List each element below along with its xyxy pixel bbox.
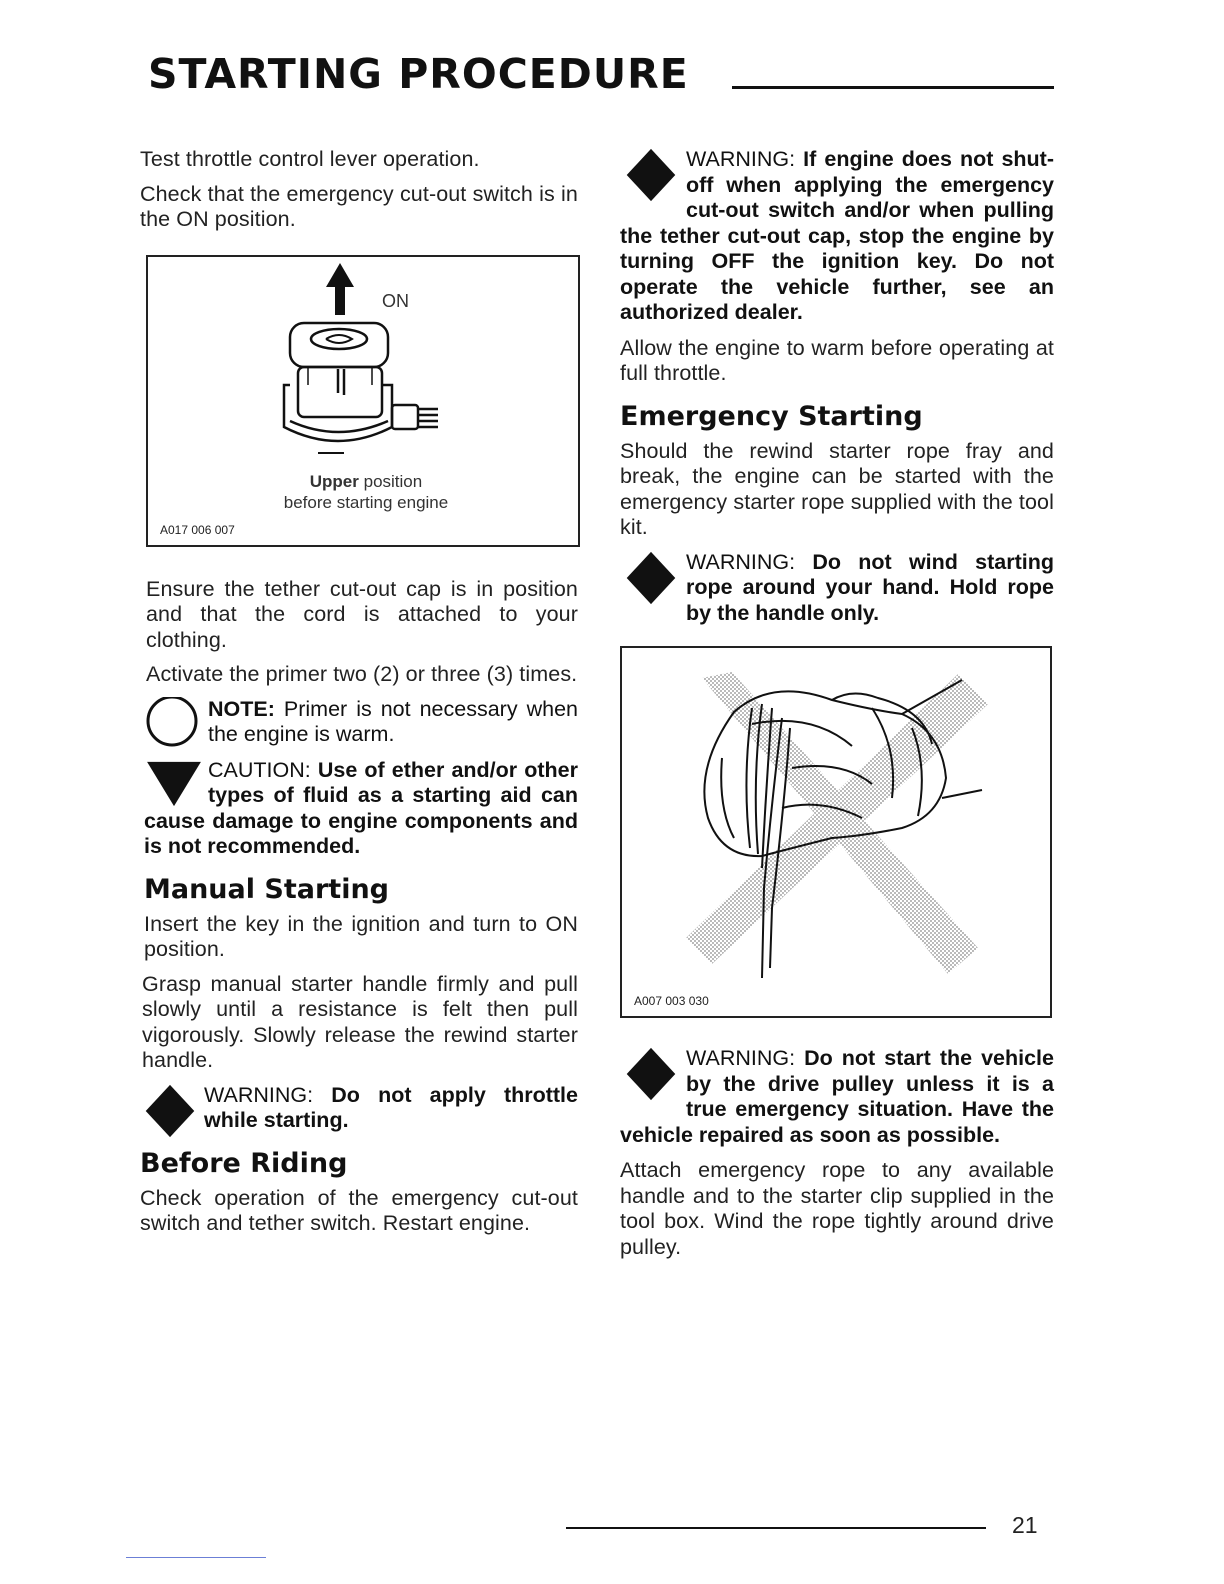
arrow-up-icon: [326, 263, 354, 315]
paragraph-throttle-test: Test throttle control lever operation.: [140, 147, 480, 171]
figure-caption: [154, 471, 578, 513]
figure-code: A007 003 030: [634, 994, 709, 1008]
paragraph-cutout-switch: Check that the emergency cut-out switch is in the ON position.: [140, 181, 578, 231]
warning-rope-block: [620, 550, 1054, 627]
paragraph-grasp-handle: Grasp manual starter handle firmly and pull slowly until a resistance is felt then pull vigorously. Slowly release the rewind starter handle.: [142, 971, 578, 1072]
caution-text: Use of ether and/or other types of fluid as a starting aid can cause damage to engine components and is not recommended.: [144, 757, 578, 858]
paragraph-check-operation: Check operation of the emergency cut-out switch and tether switch. Restart engine.: [140, 1185, 578, 1235]
paragraph-attach-rope: Attach emergency rope to any available handle and to the starter clip supplied in the tool box. Wind the rope tightly around drive pulley.: [620, 1158, 1054, 1259]
warning-diamond-icon: [140, 1083, 200, 1139]
warning-throttle-block: [140, 1083, 578, 1134]
paragraph-primer: Activate the primer two (2) or three (3) times.: [146, 662, 578, 686]
paragraph-tether-cap: Ensure the tether cut-out cap is in position and that the cord is attached to your clothing.: [146, 576, 578, 652]
warning-shutoff-block: [620, 147, 1054, 326]
hand-rope-illustration: [622, 648, 1050, 1016]
warning-diamond-icon: [620, 550, 682, 606]
heading-emergency-starting: Emergency Starting: [620, 400, 923, 432]
warning-label: WARNING:: [204, 1082, 314, 1107]
note-block: [144, 697, 578, 748]
corner-rule: [126, 1557, 266, 1558]
warning-text: Do not wind starting rope around your hand. Hold rope by the handle only.: [686, 549, 1055, 625]
left-column: [140, 147, 578, 1246]
caution-triangle-icon: [144, 758, 204, 808]
caption-line2: before starting engine: [283, 492, 449, 512]
heading-manual-starting: Manual Starting: [144, 873, 390, 905]
caption-bold: Upper: [309, 471, 359, 491]
page-title: STARTING PROCEDURE: [148, 50, 689, 98]
note-label: NOTE:: [208, 696, 275, 721]
heading-before-riding: Before Riding: [140, 1147, 348, 1179]
paragraph-warm-engine: Allow the engine to warm before operating at full throttle.: [620, 335, 1054, 385]
caution-label: CAUTION:: [208, 757, 311, 782]
footer-rule: [566, 1527, 986, 1529]
figure-hand-rope: [620, 646, 1052, 1018]
warning-label: WARNING:: [686, 147, 796, 171]
figure-switch-on: [146, 255, 580, 547]
warning-label: WARNING:: [686, 1046, 796, 1070]
note-circle-icon: [144, 697, 204, 747]
warning-text: Do not apply throttle while starting.: [204, 1082, 578, 1132]
right-column: [620, 147, 1054, 1269]
warning-text: Do not start the vehicle by the drive pulley unless it is a true emergency situation. Have the vehicle repaired as soon as possible.: [620, 1046, 1054, 1147]
warning-text: If engine does not shut-off when applying the emergency cut-out switch and/or when pulling the tether cut-out cap, stop the engine by turning OFF the ignition key. Do not operate the vehicle further, see an authorized dealer.: [620, 147, 1054, 324]
warning-drive-pulley-block: [620, 1046, 1054, 1148]
on-label: ON: [382, 290, 409, 311]
warning-diamond-icon: [620, 1046, 682, 1102]
caption-rest: position: [363, 471, 423, 491]
title-rule: [732, 86, 1054, 89]
page-number: 21: [1012, 1512, 1038, 1538]
figure-code: A017 006 007: [160, 522, 235, 537]
caution-block: [144, 758, 578, 860]
warning-diamond-icon: [620, 147, 682, 203]
paragraph-insert-key: Insert the key in the ignition and turn to ON position.: [144, 911, 578, 961]
paragraph-rope-fray: Should the rewind starter rope fray and break, the engine can be started with the emergency starter rope supplied with the tool kit.: [620, 438, 1054, 539]
warning-label: WARNING:: [686, 549, 796, 574]
note-text: Primer is not necessary when the engine is warm.: [208, 696, 578, 746]
